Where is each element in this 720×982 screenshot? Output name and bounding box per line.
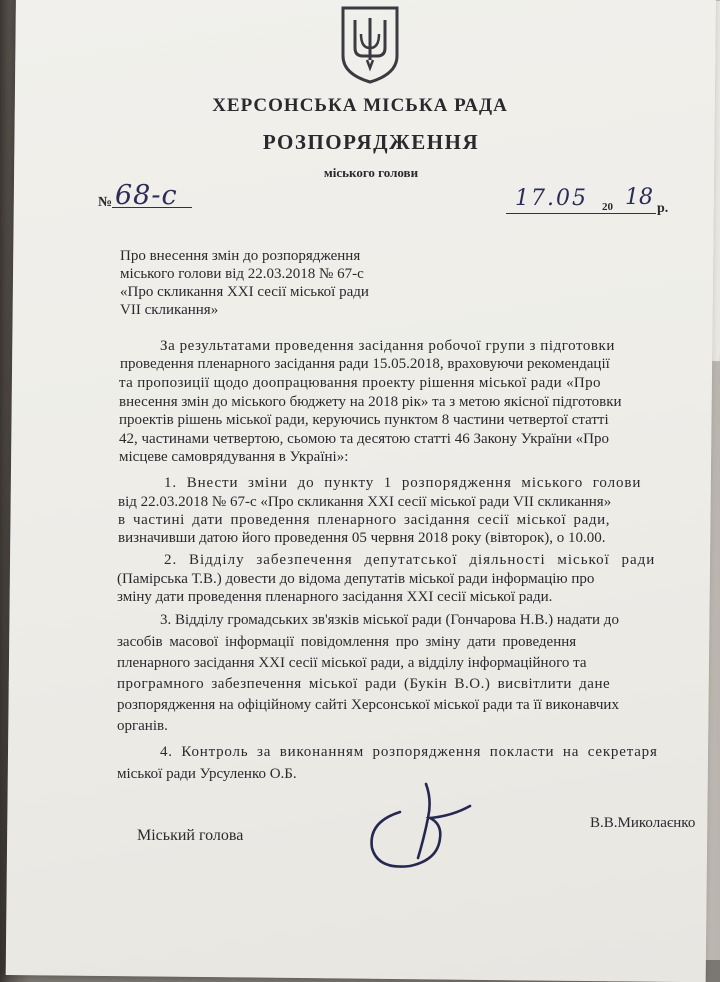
subject-line: «Про скликання XXI сесії міської ради (120, 284, 369, 300)
body-line: міської ради Урсуленко О.Б. (117, 766, 297, 782)
date-year-handwritten: 18 (625, 185, 653, 210)
date-underline (506, 213, 656, 214)
subject-line: Про внесення змін до розпорядження (120, 248, 361, 264)
issuer-label: міського голови (323, 165, 419, 180)
body-line: програмного забезпечення міської ради (Букін В.О.) висвітлити дане (117, 676, 611, 692)
date-handwritten: 17.05 (515, 186, 588, 211)
body-line: За результатами проведення засідання робочої групи з підготовки (160, 338, 615, 354)
signatory-name: В.В.Миколаєнко (590, 815, 696, 831)
trident-emblem-icon (337, 4, 403, 84)
subject-line: міського голови від 22.03.2018 № 67-с (120, 266, 364, 282)
body-line: 4. Контроль за виконанням розпорядження покласти на секретаря (160, 744, 658, 760)
body-line: внесення змін до міського бюджету на 2018 рік» та з метою якісної підготовки (119, 394, 622, 410)
body-line: проведення пленарного засідання ради 15.05.2018, враховуючи рекомендації (120, 356, 610, 372)
council-title: ХЕРСОНСЬКА МІСЬКА РАДА (212, 95, 508, 116)
body-line: засобів масової інформації повідомлення про зміну дати проведення (117, 634, 577, 650)
date-year-printed: 20 (602, 201, 613, 213)
handwritten-signature (360, 778, 480, 878)
number-label: № (98, 195, 113, 210)
body-line: місцеве самоврядування в Україні»: (119, 449, 349, 465)
signatory-position: Міський голова (137, 827, 244, 844)
date-suffix: р. (657, 201, 669, 216)
document-type: РОЗПОРЯДЖЕННЯ (262, 130, 480, 154)
body-line: (Памірська Т.В.) довести до відома депутатів міської ради інформацію про (117, 571, 595, 587)
body-line: проектів рішень міської ради, керуючись пунктом 8 частини четвертої статті (119, 412, 609, 428)
body-line: та пропозиції щодо доопрацювання проекту рішення міської ради «Про (119, 375, 601, 391)
subject-line: VII скликання» (120, 302, 219, 318)
document-number: 68-с (115, 180, 178, 211)
body-line: в частині дати проведення пленарного засідання сесії міської ради, (118, 512, 611, 528)
body-line: від 22.03.2018 № 67-с «Про скликання XXI сесії міської ради VII скликання» (118, 494, 612, 510)
body-line: 2. Відділу забезпечення депутатської діяльності міської ради (164, 552, 656, 568)
body-line: 3. Відділу громадських зв'язків міської ради (Гончарова Н.В.) надати до (160, 612, 619, 628)
body-line: розпорядження на офіційному сайті Херсонської міської ради та її виконавчих (117, 697, 619, 713)
body-line: 1. Внести зміни до пункту 1 розпорядження міського голови (164, 475, 642, 491)
body-line: 42, частинами четвертою, сьомою та десятою статті 46 Закону України «Про (119, 431, 609, 447)
body-line: органів. (117, 718, 168, 734)
body-line: визначивши датою його проведення 05 червня 2018 року (вівторок), о 10.00. (118, 530, 606, 546)
body-line: зміну дати проведення пленарного засідання XXI сесії міської ради. (117, 589, 553, 605)
body-line: пленарного засідання XXI сесії міської ради, а відділу інформаційного та (117, 655, 587, 671)
